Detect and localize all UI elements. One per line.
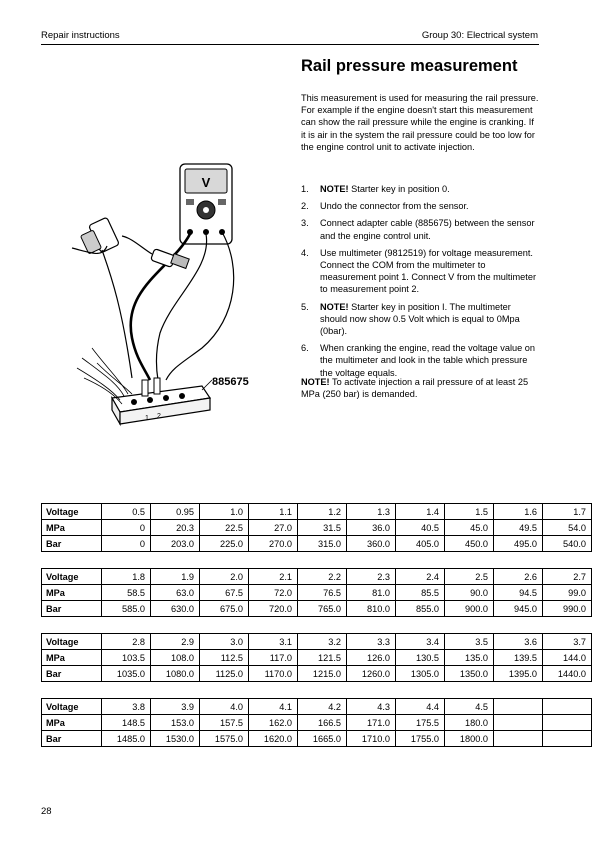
step-number: 6. <box>301 343 309 354</box>
table-cell: 148.5 <box>102 715 151 731</box>
table-cell: 315.0 <box>298 536 347 552</box>
table-cell: 3.1 <box>249 634 298 650</box>
voltage-pressure-table <box>41 503 592 552</box>
table-cell: 1260.0 <box>347 666 396 682</box>
row-label: Bar <box>42 731 102 747</box>
table-cell: 2.6 <box>494 569 543 585</box>
table-row <box>42 504 592 520</box>
table-cell: 2.8 <box>102 634 151 650</box>
table-cell <box>543 731 592 747</box>
voltage-pressure-table <box>41 698 592 747</box>
page-number: 28 <box>41 806 52 817</box>
step-text: Use multimeter (9812519) for voltage measurement. Connect the COM from the multimeter to measurement point 1. Connect V from the multimeter to measurement point 2. <box>320 247 537 295</box>
table-cell: 2.2 <box>298 569 347 585</box>
step-text: Undo the connector from the sensor. <box>320 201 469 212</box>
label-leader-line <box>202 380 212 390</box>
table-cell: 450.0 <box>445 536 494 552</box>
row-label: Voltage <box>42 699 102 715</box>
table-cell: 1620.0 <box>249 731 298 747</box>
table-cell: 20.3 <box>151 520 200 536</box>
table-row <box>42 731 592 747</box>
table-cell: 1.4 <box>396 504 445 520</box>
voltage-pressure-table <box>41 633 592 682</box>
table-cell: 157.5 <box>200 715 249 731</box>
table-cell: 27.0 <box>249 520 298 536</box>
pressure-sensor-icon <box>122 236 189 268</box>
table-cell: 3.9 <box>151 699 200 715</box>
table-row <box>42 666 592 682</box>
table-row <box>42 634 592 650</box>
table-cell <box>494 699 543 715</box>
row-label: MPa <box>42 715 102 731</box>
table-cell: 1305.0 <box>396 666 445 682</box>
table-cell: 495.0 <box>494 536 543 552</box>
table-cell: 49.5 <box>494 520 543 536</box>
table-row <box>42 520 592 536</box>
table-cell: 3.7 <box>543 634 592 650</box>
conversion-tables <box>41 503 592 763</box>
table-cell: 1125.0 <box>200 666 249 682</box>
table-cell: 121.5 <box>298 650 347 666</box>
row-label: Voltage <box>42 569 102 585</box>
table-cell: 81.0 <box>347 585 396 601</box>
table-cell: 900.0 <box>445 601 494 617</box>
instruction-steps <box>301 183 539 384</box>
row-label: Bar <box>42 536 102 552</box>
table-cell: 585.0 <box>102 601 151 617</box>
table-cell: 1.7 <box>543 504 592 520</box>
table-cell: 675.0 <box>200 601 249 617</box>
measurement-setup-illustration <box>62 158 262 430</box>
table-cell: 1035.0 <box>102 666 151 682</box>
table-cell: 166.5 <box>298 715 347 731</box>
table-cell: 108.0 <box>151 650 200 666</box>
step-item <box>301 301 539 338</box>
header-divider <box>41 44 539 45</box>
row-label: Voltage <box>42 504 102 520</box>
table-cell: 99.0 <box>543 585 592 601</box>
meter-display-text: V <box>201 175 211 190</box>
table-cell: 3.3 <box>347 634 396 650</box>
voltage-pressure-table <box>41 568 592 617</box>
measurement-point-1: 1 <box>145 415 149 422</box>
table-row <box>42 715 592 731</box>
table-cell: 2.5 <box>445 569 494 585</box>
table-cell: 85.5 <box>396 585 445 601</box>
table-cell <box>543 715 592 731</box>
table-cell: 203.0 <box>151 536 200 552</box>
table-row <box>42 536 592 552</box>
table-cell: 103.5 <box>102 650 151 666</box>
table-cell: 58.5 <box>102 585 151 601</box>
table-row <box>42 699 592 715</box>
table-row <box>42 601 592 617</box>
table-cell: 945.0 <box>494 601 543 617</box>
table-cell: 144.0 <box>543 650 592 666</box>
table-cell: 2.3 <box>347 569 396 585</box>
table-cell: 135.0 <box>445 650 494 666</box>
table-cell: 153.0 <box>151 715 200 731</box>
table-cell: 225.0 <box>200 536 249 552</box>
table-cell: 1.8 <box>102 569 151 585</box>
table-cell: 2.1 <box>249 569 298 585</box>
table-cell: 2.0 <box>200 569 249 585</box>
table-cell <box>543 699 592 715</box>
table-cell: 405.0 <box>396 536 445 552</box>
table-cell: 54.0 <box>543 520 592 536</box>
measurement-point-2: 2 <box>157 413 161 420</box>
row-label: Bar <box>42 666 102 682</box>
table-cell: 3.4 <box>396 634 445 650</box>
table-cell: 1350.0 <box>445 666 494 682</box>
table-cell: 45.0 <box>445 520 494 536</box>
table-cell: 1.5 <box>445 504 494 520</box>
table-cell: 540.0 <box>543 536 592 552</box>
table-cell: 2.4 <box>396 569 445 585</box>
table-cell: 720.0 <box>249 601 298 617</box>
table-cell: 0 <box>102 520 151 536</box>
table-cell: 1575.0 <box>200 731 249 747</box>
table-cell: 76.5 <box>298 585 347 601</box>
note-text: To activate injection a rail pressure of at least 25 MPa (250 bar) is demanded. <box>301 377 529 400</box>
table-row <box>42 650 592 666</box>
table-cell: 0.95 <box>151 504 200 520</box>
table-cell: 36.0 <box>347 520 396 536</box>
page-title: Rail pressure measurement <box>301 57 518 75</box>
header-section-label: Repair instructions <box>41 30 120 41</box>
table-cell: 1.0 <box>200 504 249 520</box>
step-number: 3. <box>301 218 309 229</box>
table-cell: 1080.0 <box>151 666 200 682</box>
table-cell: 1.2 <box>298 504 347 520</box>
step-note-label: NOTE! <box>320 301 349 312</box>
step-number: 5. <box>301 301 309 312</box>
table-cell: 0 <box>102 536 151 552</box>
table-cell: 1395.0 <box>494 666 543 682</box>
table-cell: 130.5 <box>396 650 445 666</box>
table-cell: 1800.0 <box>445 731 494 747</box>
step-item <box>301 183 539 195</box>
table-cell <box>494 715 543 731</box>
table-cell: 4.1 <box>249 699 298 715</box>
table-cell: 2.9 <box>151 634 200 650</box>
table-cell: 22.5 <box>200 520 249 536</box>
table-cell: 175.5 <box>396 715 445 731</box>
table-cell: 139.5 <box>494 650 543 666</box>
table-cell: 1530.0 <box>151 731 200 747</box>
table-cell: 270.0 <box>249 536 298 552</box>
table-cell: 765.0 <box>298 601 347 617</box>
step-text: Connect adapter cable (885675) between the sensor and the engine control unit. <box>320 218 535 241</box>
table-cell: 3.6 <box>494 634 543 650</box>
table-cell <box>494 731 543 747</box>
adapter-part-number: 885675 <box>212 376 249 388</box>
table-cell: 40.5 <box>396 520 445 536</box>
header-group-label: Group 30: Electrical system <box>421 30 538 41</box>
table-cell: 810.0 <box>347 601 396 617</box>
table-cell: 0.5 <box>102 504 151 520</box>
step-item <box>301 217 539 241</box>
table-cell: 855.0 <box>396 601 445 617</box>
table-cell: 112.5 <box>200 650 249 666</box>
table-cell: 4.0 <box>200 699 249 715</box>
table-cell: 63.0 <box>151 585 200 601</box>
table-cell: 4.3 <box>347 699 396 715</box>
table-cell: 1.9 <box>151 569 200 585</box>
step-item <box>301 200 539 212</box>
table-cell: 126.0 <box>347 650 396 666</box>
step-number: 1. <box>301 184 309 194</box>
table-cell: 72.0 <box>249 585 298 601</box>
step-number: 2. <box>301 201 309 212</box>
table-cell: 1440.0 <box>543 666 592 682</box>
intro-paragraph: This measurement is used for measuring the rail pressure. For example if the engine doesn't start this measurement can show the rail pressure while the engine is cranking. If it is air in the system the rail pressure could be too low for the engine control unit to activate injection. <box>301 93 539 152</box>
step-item <box>301 247 539 296</box>
table-cell: 1170.0 <box>249 666 298 682</box>
table-row <box>42 569 592 585</box>
table-cell: 162.0 <box>249 715 298 731</box>
table-cell: 2.7 <box>543 569 592 585</box>
table-cell: 3.0 <box>200 634 249 650</box>
row-label: Voltage <box>42 634 102 650</box>
multimeter-icon <box>180 164 232 244</box>
table-cell: 1665.0 <box>298 731 347 747</box>
adapter-box-icon <box>112 378 210 424</box>
table-cell: 1.6 <box>494 504 543 520</box>
table-cell: 3.8 <box>102 699 151 715</box>
table-cell: 171.0 <box>347 715 396 731</box>
table-cell: 3.5 <box>445 634 494 650</box>
table-cell: 1.3 <box>347 504 396 520</box>
table-cell: 117.0 <box>249 650 298 666</box>
table-cell: 4.5 <box>445 699 494 715</box>
wire-bundle <box>77 348 132 404</box>
row-label: MPa <box>42 585 102 601</box>
step-text: Starter key in position 0. <box>348 184 450 194</box>
table-row <box>42 585 592 601</box>
table-cell: 360.0 <box>347 536 396 552</box>
table-cell: 1.1 <box>249 504 298 520</box>
table-cell: 31.5 <box>298 520 347 536</box>
note-label: NOTE! <box>301 377 330 387</box>
table-cell: 67.5 <box>200 585 249 601</box>
table-cell: 1215.0 <box>298 666 347 682</box>
table-cell: 4.4 <box>396 699 445 715</box>
table-cell: 4.2 <box>298 699 347 715</box>
table-cell: 180.0 <box>445 715 494 731</box>
table-cell: 90.0 <box>445 585 494 601</box>
step-number: 4. <box>301 247 309 258</box>
table-cell: 630.0 <box>151 601 200 617</box>
table-cell: 1755.0 <box>396 731 445 747</box>
row-label: MPa <box>42 650 102 666</box>
table-cell: 1710.0 <box>347 731 396 747</box>
step-item <box>301 342 539 379</box>
row-label: Bar <box>42 601 102 617</box>
table-cell: 94.5 <box>494 585 543 601</box>
step-text: When cranking the engine, read the voltage value on the multimeter and look in the table which pressure the voltage equals. <box>320 343 536 378</box>
table-cell: 3.2 <box>298 634 347 650</box>
table-cell: 1485.0 <box>102 731 151 747</box>
connector-icon <box>72 217 132 378</box>
final-note <box>301 376 539 400</box>
step-note-label: NOTE! <box>320 184 349 194</box>
row-label: MPa <box>42 520 102 536</box>
table-cell: 990.0 <box>543 601 592 617</box>
step-text: Starter key in position I. The multimeter should now show 0.5 Volt which is equal to 0Mpa (0bar). <box>320 301 520 337</box>
